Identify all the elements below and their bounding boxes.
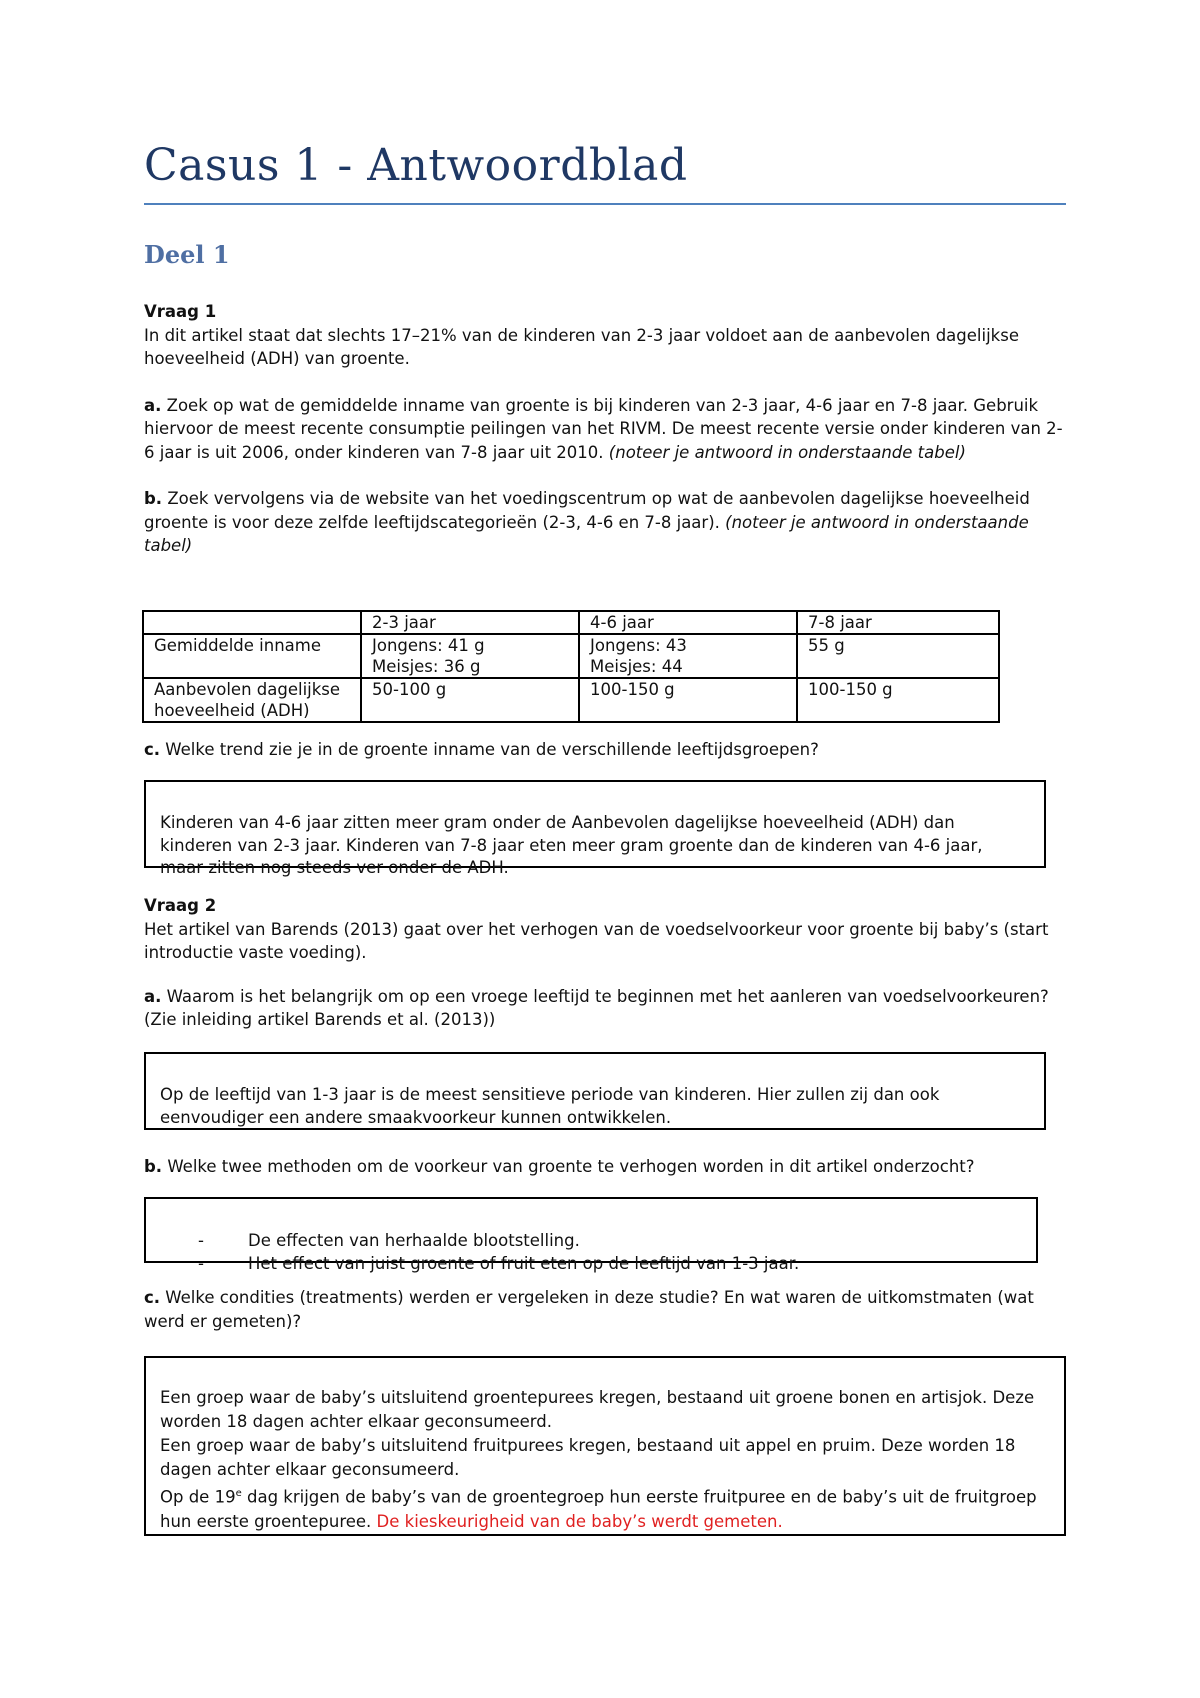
answer-box-2a[interactable] <box>144 1052 1046 1130</box>
list-item-text: Het effect van juist groente of fruit eten op de leeftijd van 1-3 jaar. <box>248 1254 800 1273</box>
question-2a <box>144 985 1064 1032</box>
answer-box-2b[interactable] <box>144 1197 1038 1273</box>
question-1-label: Vraag 1 <box>144 302 217 321</box>
question-1c-text: Welke trend zie je in de groente inname van de verschillende leeftijdsgroepen? <box>160 740 819 759</box>
answer-box-2c[interactable] <box>144 1356 1066 1536</box>
table-row-label: Gemiddelde inname <box>143 634 361 678</box>
question-2b-text: Welke twee methoden om de voorkeur van groente te verhogen worden in dit artikel onderzocht? <box>162 1157 975 1176</box>
list-item-text: De effecten van herhaalde blootstelling. <box>248 1231 580 1250</box>
question-1b <box>144 487 1064 558</box>
table-cell-line: Jongens: 41 g <box>372 636 485 655</box>
question-1b-letter: b. <box>144 489 163 508</box>
answer-2c <box>160 1386 1050 1534</box>
bullet-dash: - <box>198 1254 204 1273</box>
question-1b-note: (noteer je antwoord in onderstaande tabel) <box>144 512 1029 555</box>
page-title: Casus 1 - Antwoordblad <box>144 140 688 191</box>
table-header-cell: 7-8 jaar <box>797 611 999 634</box>
question-2 <box>144 894 1064 1032</box>
answer-2c-line-1: Een groep waar de baby’s uitsluitend groentepurees kregen, bestaand uit groene bonen en artisjok. Deze worden 18 dagen achter elkaar geconsumeerd. <box>160 1388 1035 1431</box>
answer-1c-text: Kinderen van 4-6 jaar zitten meer gram onder de Aanbevolen dagelijkse hoeveelheid (ADH) dan kinderen van 2-3 jaar. Kinderen van 7-8 jaar eten meer gram groente dan de kinderen van 4-6 jaar, maar zitten nog steeds ver onder de ADH. <box>160 813 983 877</box>
table-cell <box>579 634 797 678</box>
superscript: e <box>235 1488 242 1499</box>
table-header-cell <box>143 611 361 634</box>
table-cell: 100-150 g <box>797 678 999 722</box>
table-cell-line: Meisjes: 36 g <box>372 657 481 676</box>
question-2b-letter: b. <box>144 1157 163 1176</box>
answer-2c-line-3-post: dag krijgen de baby’s van de groentegroep hun eerste fruitpuree en de baby’s uit de fruitgroep hun eerste groentepuree. <box>160 1487 1037 1531</box>
section-heading: Deel 1 <box>144 240 230 269</box>
table-header-row <box>143 611 999 634</box>
table-row <box>143 678 999 722</box>
question-2c-text: Welke condities (treatments) werden er vergeleken in deze studie? En wat waren de uitkomstmaten (wat werd er gemeten)? <box>144 1288 1034 1331</box>
answer-2b-list <box>198 1229 1018 1275</box>
bullet-dash: - <box>198 1231 204 1250</box>
table-cell: 100-150 g <box>579 678 797 722</box>
intake-table <box>142 610 1000 723</box>
question-2c <box>144 1286 1064 1333</box>
answer-2b-list-wrap <box>198 1229 1018 1275</box>
question-2-label: Vraag 2 <box>144 896 217 915</box>
question-2a-text: Waarom is het belangrijk om op een vroege leeftijd te beginnen met het aanleren van voedselvoorkeuren? (Zie inleiding artikel Barends et al. (2013)) <box>144 986 1049 1029</box>
answer-2c-red-text: De kieskeurigheid van de baby’s werdt gemeten. <box>376 1511 783 1531</box>
question-1-intro: In dit artikel staat dat slechts 17–21% van de kinderen van 2-3 jaar voldoet aan de aanbevolen dagelijkse hoeveelheid (ADH) van groente. <box>144 325 1019 368</box>
question-2a-letter: a. <box>144 986 162 1006</box>
table-cell: 55 g <box>797 634 999 678</box>
question-1a-text: Zoek op wat de gemiddelde inname van groente is bij kinderen van 2-3 jaar, 4-6 jaar en 7-8 jaar. Gebruik hiervoor de meest recente consumptie peilingen van het RIVM. De meest recente versie onder kinderen van 2-6 jaar is uit 2006, onder kinderen van 7-8 jaar uit 2010. <box>144 395 1063 462</box>
title-underline <box>144 203 1066 205</box>
table-header-cell: 2-3 jaar <box>361 611 579 634</box>
table-cell-line: Jongens: 43 <box>590 636 687 655</box>
answer-2a-text: Op de leeftijd van 1-3 jaar is de meest sensitieve periode van kinderen. Hier zullen zij dan ook eenvoudiger een andere smaakvoorkeur kunnen ontwikkelen. <box>160 1085 940 1127</box>
answer-2c-line-2: Een groep waar de baby’s uitsluitend fruitpurees kregen, bestaand uit appel en pruim. Deze worden 18 dagen achter elkaar geconsumeerd. <box>160 1436 1016 1479</box>
question-1c <box>144 738 1064 762</box>
table-cell-line: Meisjes: 44 <box>590 657 683 676</box>
table-row-label: Aanbevolen dagelijkse hoeveelheid (ADH) <box>143 678 361 722</box>
question-1a <box>144 394 1064 465</box>
answer-2c-line-3 <box>160 1482 1050 1534</box>
question-2-intro: Het artikel van Barends (2013) gaat over het verhogen van de voedselvoorkeur voor groente bij baby’s (start introductie vaste voeding). <box>144 919 1049 962</box>
list-item <box>198 1252 1018 1275</box>
question-1 <box>144 300 1064 558</box>
question-2c-letter: c. <box>144 1288 161 1307</box>
table-cell: 50-100 g <box>361 678 579 722</box>
table-cell <box>361 634 579 678</box>
question-1a-note: (noteer je antwoord in onderstaande tabel) <box>608 442 966 462</box>
question-1a-letter: a. <box>144 395 162 415</box>
question-1c-letter: c. <box>144 740 161 759</box>
question-1b-text: Zoek vervolgens via de website van het voedingscentrum op wat de aanbevolen dagelijkse hoeveelheid groente is voor deze zelfde leeftijdscategorieën (2-3, 4-6 en 7-8 jaar). <box>144 489 1030 532</box>
list-item <box>198 1229 1018 1252</box>
answer-box-1c[interactable] <box>144 780 1046 877</box>
answer-2c-line-3-pre: Op de 19 <box>160 1487 236 1507</box>
table-row <box>143 634 999 678</box>
table-header-cell: 4-6 jaar <box>579 611 797 634</box>
question-2b <box>144 1155 1064 1179</box>
